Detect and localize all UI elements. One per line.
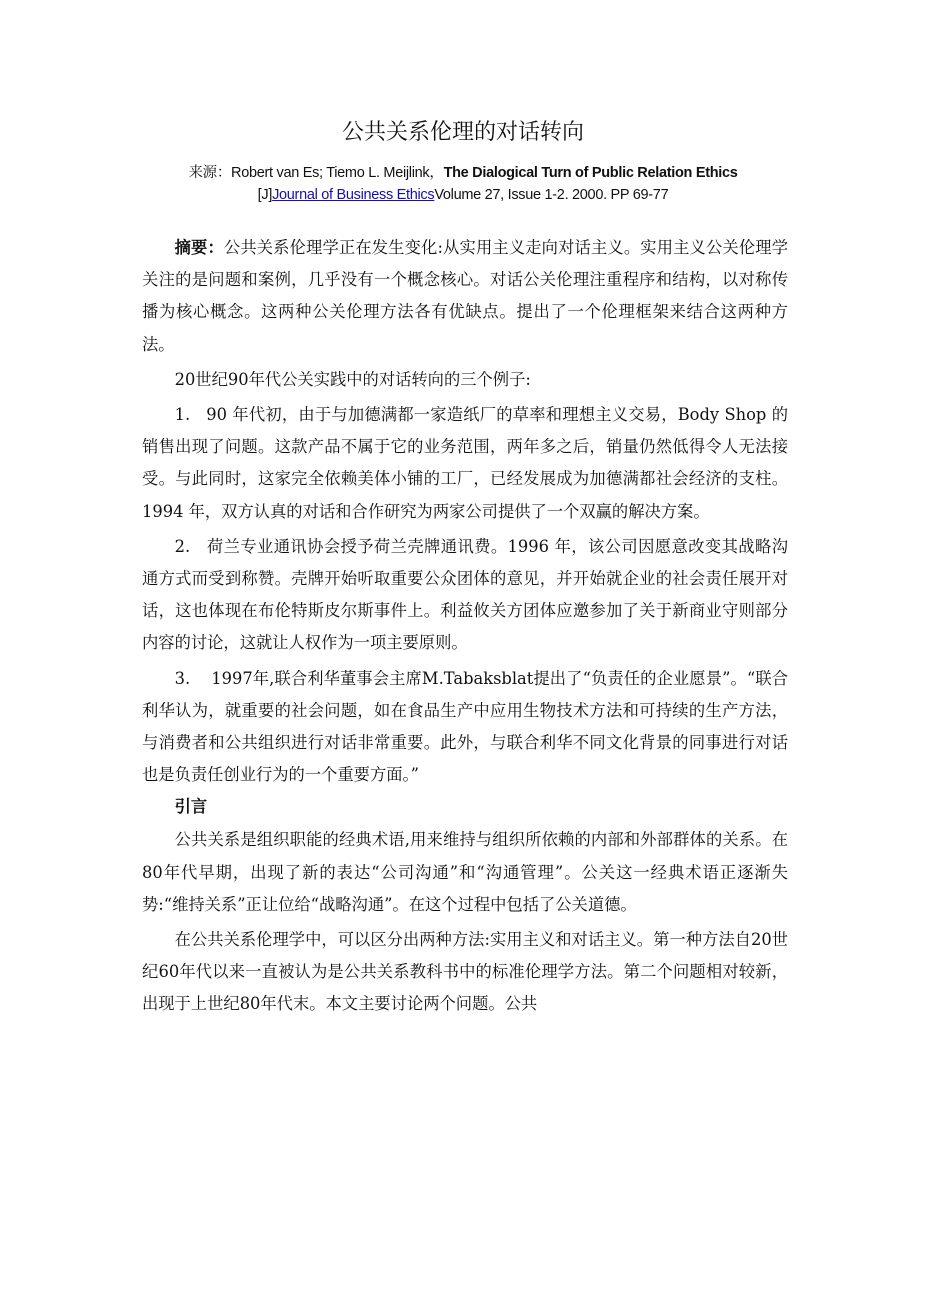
example-1: 1. 90 年代初，由于与加德满都一家造纸厂的草率和理想主义交易，Body Shop 的销售出现了问题。这款产品不属于它的业务范围，两年多之后，销量仍然低得令人无法接受。与此同时，这家完全依赖美体小铺的工厂，已经发展成为加德满都社会经济的支柱。1994 年，双方认真的对话和合作研究为两家公司提供了一个双赢的解决方案。 [142, 405, 788, 521]
example-2: 2. 荷兰专业通讯协会授予荷兰壳牌通讯费。1996 年，该公司因愿意改变其战略沟通方式而受到称赞。壳牌开始听取重要公众团体的意见，并开始就企业的社会责任展开对话，这也体现在布伦特斯皮尔斯事件上。利益攸关方团体应邀参加了关于新商业守则部分内容的讨论，这就让人权作为一项主要原则。 [142, 536, 788, 653]
citation-line-1 [0, 162, 926, 184]
original-title: The Dialogical Turn of Public Relation Ethics [443, 165, 738, 181]
intro-paragraph-2: 在公共关系伦理学中，可以区分出两种方法:实用主义和对话主义。第一种方法自20世纪60年代以来一直被认为是公共关系教科书中的标准伦理学方法。第二个问题相对较新，出现于上世纪80年代末。本文主要讨论两个问题。公共 [142, 930, 788, 1014]
abstract-text: 公共关系伦理学正在发生变化:从实用主义走向对话主义。实用主义公关伦理学关注的是问题和案例，几乎没有一个概念核心。对话公关伦理注重程序和结构，以对称传播为核心概念。这两种公关伦理方法各有优缺点。提出了一个伦理框架来结合这两种方法。 [142, 238, 788, 354]
article-body [142, 232, 788, 1024]
journal-link[interactable]: Journal of Business Ethics [272, 187, 435, 203]
type-tag: [J] [257, 187, 273, 203]
abstract-paragraph [142, 232, 788, 361]
citation [0, 162, 926, 206]
citation-line-2 [0, 184, 926, 206]
examples-intro: 20世纪90年代公关实践中的对话转向的三个例子: [174, 369, 531, 389]
intro-paragraph-1: 公共关系是组织职能的经典术语,用来维持与组织所依赖的内部和外部群体的关系。在80年代早期，出现了新的表达“公司沟通”和“沟通管理”。公关这一经典术语正逐渐失势:“维持关系”正让位给“战略沟通”。在这个过程中包括了公关道德。 [142, 830, 788, 914]
source-prefix: 来源： [188, 165, 232, 181]
abstract-label: 摘要： [174, 238, 224, 257]
authors: Robert van Es; Tiemo L. Meijlink， [231, 165, 444, 181]
paper-title: 公共关系伦理的对话转向 [341, 120, 584, 145]
section-heading-introduction: 引言 [174, 797, 208, 817]
example-3: 3. 1997年,联合利华董事会主席M.Tabaksblat提出了“负责任的企业愿景”。“联合利华认为，就重要的社会问题，如在食品生产中应用生物技术方法和可持续的生产方法，与消费者和公共组织进行对话非常重要。此外，与联合利华不同文化背景的同事进行对话也是负责任创业行为的一个重要方面。” [142, 668, 788, 785]
volume-info: Volume 27, Issue 1-2. 2000. PP 69-77 [434, 187, 669, 203]
